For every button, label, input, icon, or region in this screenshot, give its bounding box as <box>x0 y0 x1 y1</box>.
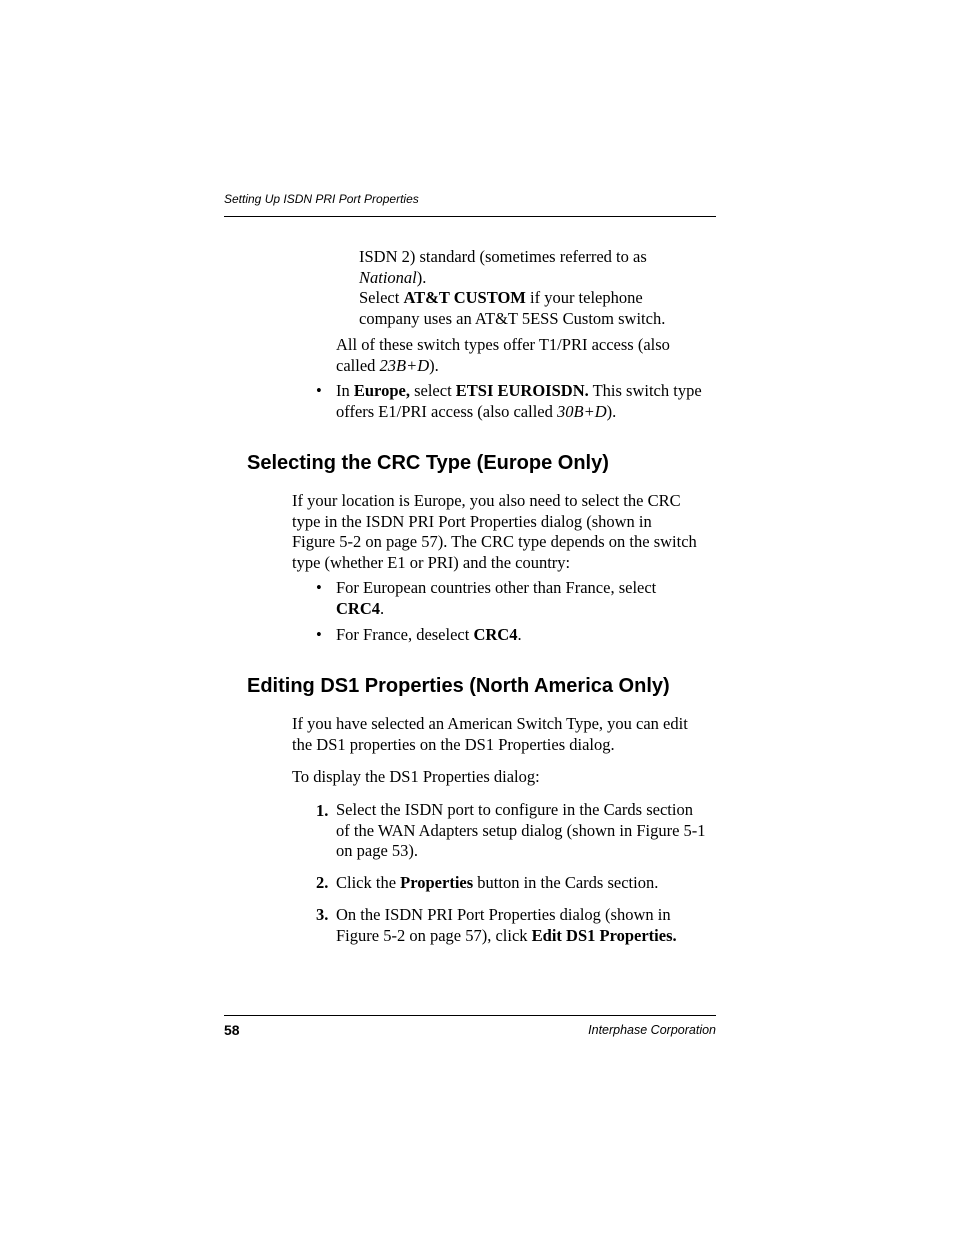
step-number: 2. <box>316 873 329 892</box>
text-span: . <box>517 625 522 644</box>
text-span: ). <box>429 355 439 375</box>
text-span: ). <box>606 401 617 421</box>
header-rule <box>224 216 716 217</box>
step-number: 3. <box>316 905 329 924</box>
para-line: type in the ISDN PRI Port Properties dialog (shown in <box>292 511 652 531</box>
para-line: the DS1 properties on the DS1 Properties dialog. <box>292 734 615 754</box>
intro-line: ISDN 2) standard (sometimes referred to as <box>359 247 647 266</box>
text-span: This switch type <box>588 381 702 400</box>
step-number: 1. <box>316 801 329 820</box>
intro-line <box>359 268 665 289</box>
text-span: Figure 5-2 on page 57), click <box>336 925 532 945</box>
bullet-line <box>336 599 656 620</box>
section-heading-crc: Selecting the CRC Type (Europe Only) <box>247 452 609 474</box>
text-span: For France, deselect <box>336 625 474 644</box>
para-line: If you have selected an American Switch Type, you can edit <box>292 714 688 733</box>
step-line <box>336 873 658 894</box>
intro-line: company uses an AT&T 5ESS Custom switch. <box>359 308 666 328</box>
text-span: . <box>380 598 385 618</box>
intro-line: All of these switch types offer T1/PRI access (also <box>336 335 670 354</box>
step-3-text <box>336 905 677 946</box>
text-span: if your telephone <box>525 288 643 307</box>
text-span: Select <box>359 288 404 307</box>
bold-term: CRC4 <box>473 625 518 644</box>
bullet-glyph: • <box>316 578 322 597</box>
bold-term: AT&T CUSTOM <box>403 288 526 307</box>
intro-line <box>336 402 702 423</box>
crc-paragraph <box>292 491 697 573</box>
text-span: button in the Cards section. <box>473 873 659 892</box>
step-2-text <box>336 873 658 894</box>
intro-continuation <box>359 247 665 329</box>
text-span: called <box>336 355 380 375</box>
bullet-line <box>336 625 522 646</box>
intro-all-switch-types <box>336 335 670 376</box>
crc-bullet-1 <box>336 578 656 619</box>
text-span: In <box>336 381 354 400</box>
crc-bullet-2 <box>336 625 522 646</box>
bold-term: Edit DS1 Properties. <box>531 925 677 945</box>
bold-term: Properties <box>400 873 474 892</box>
bold-term: Europe, <box>353 381 410 400</box>
text-span: ). <box>416 267 427 287</box>
italic-term: 23B+D <box>379 355 430 375</box>
bold-term: CRC4 <box>336 598 380 618</box>
ds1-paragraph <box>292 714 688 755</box>
bullet-line: For European countries other than France, select <box>336 578 657 597</box>
ds1-display-line: To display the DS1 Properties dialog: <box>292 767 540 786</box>
bold-term: ETSI EUROISDN. <box>455 381 589 400</box>
step-line: Select the ISDN port to configure in the Cards section <box>336 800 693 819</box>
para-line: If your location is Europe, you also need to select the CRC <box>292 491 681 510</box>
page-number: 58 <box>224 1022 240 1038</box>
europe-bullet-text <box>336 381 702 422</box>
step-line: on page 53). <box>336 841 419 860</box>
intro-line <box>336 381 702 402</box>
italic-term: National <box>359 267 417 287</box>
footer-rule <box>224 1015 716 1016</box>
italic-term: 30B+D <box>557 401 607 421</box>
intro-line <box>336 356 670 377</box>
step-line <box>336 926 677 947</box>
footer-company: Interphase Corporation <box>588 1023 716 1037</box>
section-heading-ds1: Editing DS1 Properties (North America Only) <box>247 675 670 697</box>
bullet-glyph: • <box>316 625 322 644</box>
step-line: of the WAN Adapters setup dialog (shown in Figure 5-1 <box>336 820 706 840</box>
running-header: Setting Up ISDN PRI Port Properties <box>224 192 419 206</box>
intro-line <box>359 288 665 309</box>
text-span: Click the <box>336 873 401 892</box>
step-line: On the ISDN PRI Port Properties dialog (shown in <box>336 905 671 924</box>
text-span: offers E1/PRI access (also called <box>336 401 557 421</box>
bullet-glyph: • <box>316 381 322 400</box>
para-line: type (whether E1 or PRI) and the country: <box>292 552 571 572</box>
para-line: Figure 5-2 on page 57). The CRC type depends on the switch <box>292 532 697 551</box>
text-span: select <box>409 381 456 400</box>
step-1-text <box>336 800 706 862</box>
